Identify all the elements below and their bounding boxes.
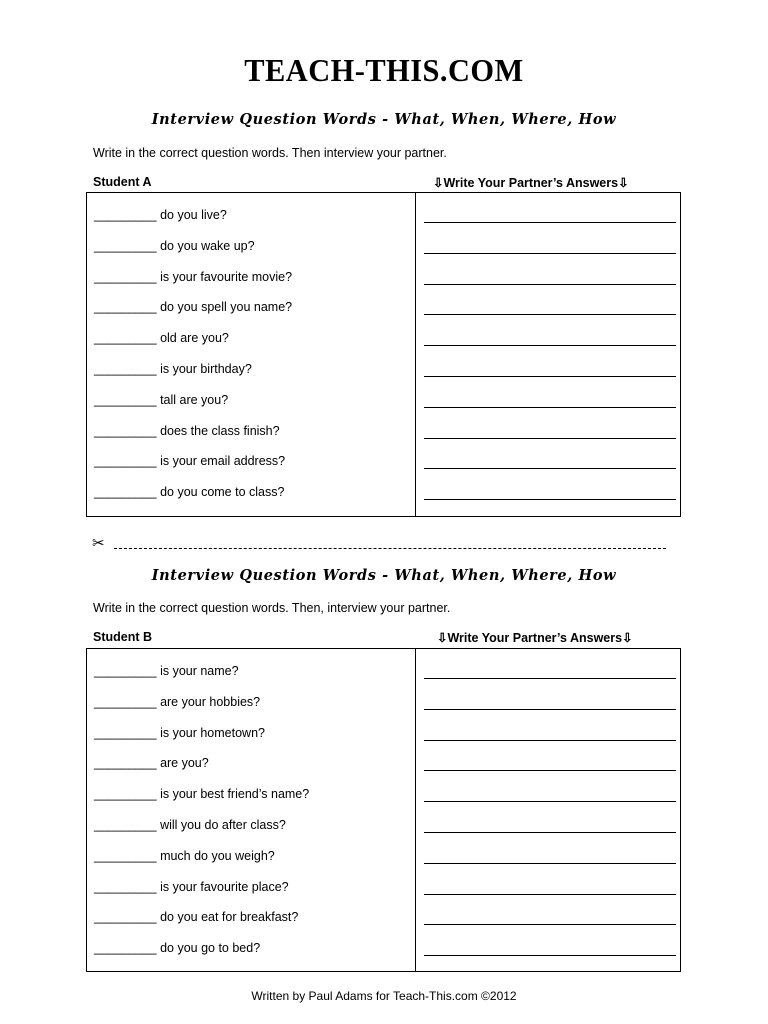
answer-row (424, 941, 676, 972)
question-word-blank[interactable]: _________ (94, 485, 157, 500)
question-row (94, 726, 309, 757)
section-a-title: Interview Question Words - What, When, Where, How (151, 111, 617, 128)
section-a-divider (415, 193, 416, 516)
question-row (94, 485, 292, 516)
question-text: old are you? (160, 331, 229, 346)
question-text: are you? (160, 756, 209, 771)
answer-row (424, 910, 676, 941)
question-text: does the class finish? (160, 423, 280, 438)
question-row (94, 424, 292, 455)
question-word-blank[interactable]: _________ (94, 787, 157, 802)
section-b-table (86, 648, 681, 972)
answer-line[interactable] (424, 362, 676, 377)
answer-row (424, 270, 676, 301)
section-a-answers-label: ⇩Write Your Partner’s Answers⇩ (433, 176, 629, 190)
question-row (94, 756, 309, 787)
answer-line[interactable] (424, 454, 676, 469)
question-word-blank[interactable]: _________ (94, 694, 157, 709)
answer-line[interactable] (424, 208, 676, 223)
section-b-divider (415, 649, 416, 971)
question-word-blank[interactable]: _________ (94, 269, 157, 284)
section-b-questions (94, 664, 309, 972)
question-text: is your email address? (160, 454, 286, 469)
answer-row (424, 695, 676, 726)
question-word-blank[interactable]: _________ (94, 238, 157, 253)
answer-row (424, 454, 676, 485)
question-text: tall are you? (160, 392, 229, 407)
answer-row (424, 664, 676, 695)
answer-row (424, 818, 676, 849)
answer-row (424, 787, 676, 818)
question-row (94, 818, 309, 849)
question-word-blank[interactable]: _________ (94, 300, 157, 315)
question-row (94, 695, 309, 726)
question-word-blank[interactable]: _________ (94, 664, 157, 678)
question-word-blank[interactable]: _________ (94, 331, 157, 346)
answer-row (424, 849, 676, 880)
question-word-blank[interactable]: _________ (94, 756, 157, 771)
question-text: do you come to class? (160, 485, 285, 500)
answer-line[interactable] (424, 880, 676, 895)
cut-line (92, 534, 672, 554)
question-row (94, 208, 292, 239)
question-text: do you live? (160, 208, 227, 222)
section-a-answers (424, 208, 676, 516)
answer-row (424, 880, 676, 911)
question-word-blank[interactable]: _________ (94, 392, 157, 407)
answer-line[interactable] (424, 756, 676, 771)
question-word-blank[interactable]: _________ (94, 941, 157, 956)
answer-line[interactable] (424, 910, 676, 925)
section-a-table (86, 192, 681, 517)
answer-line[interactable] (424, 393, 676, 408)
answer-line[interactable] (424, 726, 676, 741)
question-text: is your name? (160, 664, 239, 678)
section-b-title: Interview Question Words - What, When, Where, How (151, 567, 617, 584)
answer-line[interactable] (424, 664, 676, 679)
question-row (94, 362, 292, 393)
answer-line[interactable] (424, 818, 676, 833)
dashed-cut-line (114, 548, 666, 549)
question-row (94, 910, 309, 941)
question-row (94, 880, 309, 911)
question-text: is your hometown? (160, 725, 265, 740)
answer-row (424, 393, 676, 424)
question-word-blank[interactable]: _________ (94, 817, 157, 832)
answer-line[interactable] (424, 941, 676, 956)
question-text: is your favourite movie? (160, 269, 293, 284)
answer-line[interactable] (424, 239, 676, 254)
question-row (94, 300, 292, 331)
section-b-student-label: Student B (93, 630, 153, 644)
question-word-blank[interactable]: _________ (94, 208, 157, 222)
scissors-icon: ✂ (92, 535, 105, 552)
question-row (94, 941, 309, 972)
question-row (94, 331, 292, 362)
question-word-blank[interactable]: _________ (94, 879, 157, 894)
question-word-blank[interactable]: _________ (94, 848, 157, 863)
question-row (94, 787, 309, 818)
answer-line[interactable] (424, 300, 676, 315)
answer-line[interactable] (424, 331, 676, 346)
question-text: is your best friend’s name? (160, 787, 310, 802)
site-title: TEACH-THIS.COM (244, 52, 524, 88)
answer-row (424, 331, 676, 362)
question-text: do you spell you name? (160, 300, 293, 315)
section-a-questions (94, 208, 292, 516)
answer-row (424, 300, 676, 331)
question-row (94, 239, 292, 270)
question-word-blank[interactable]: _________ (94, 725, 157, 740)
question-text: is your birthday? (160, 361, 252, 376)
question-text: much do you weigh? (160, 848, 275, 863)
question-text: will you do after class? (160, 817, 286, 832)
question-text: do you wake up? (160, 238, 255, 253)
question-row (94, 270, 292, 301)
section-a-instruction: Write in the correct question words. Then interview your partner. (93, 146, 447, 160)
footer-credit: Written by Paul Adams for Teach-This.com ©2012 (251, 989, 517, 1003)
question-text: do you go to bed? (160, 941, 261, 956)
question-row (94, 454, 292, 485)
question-word-blank[interactable]: _________ (94, 423, 157, 438)
section-b-answers-label: ⇩Write Your Partner’s Answers⇩ (437, 631, 633, 645)
answer-row (424, 208, 676, 239)
answer-row (424, 239, 676, 270)
answer-line[interactable] (424, 485, 676, 500)
question-text: do you eat for breakfast? (160, 910, 299, 925)
question-text: is your favourite place? (160, 879, 289, 894)
question-word-blank[interactable]: _________ (94, 910, 157, 925)
answer-row (424, 362, 676, 393)
answer-line[interactable] (424, 849, 676, 864)
answer-row (424, 756, 676, 787)
question-row (94, 393, 292, 424)
question-row (94, 664, 309, 695)
answer-row (424, 424, 676, 455)
section-a-student-label: Student A (93, 175, 152, 189)
question-row (94, 849, 309, 880)
section-b-instruction: Write in the correct question words. Then, interview your partner. (93, 601, 451, 615)
answer-line[interactable] (424, 787, 676, 802)
question-word-blank[interactable]: _________ (94, 454, 157, 469)
question-text: are your hobbies? (160, 694, 261, 709)
section-b-answers (424, 664, 676, 972)
answer-row (424, 726, 676, 757)
answer-row (424, 485, 676, 516)
answer-line[interactable] (424, 695, 676, 710)
question-word-blank[interactable]: _________ (94, 361, 157, 376)
answer-line[interactable] (424, 270, 676, 285)
answer-line[interactable] (424, 424, 676, 439)
